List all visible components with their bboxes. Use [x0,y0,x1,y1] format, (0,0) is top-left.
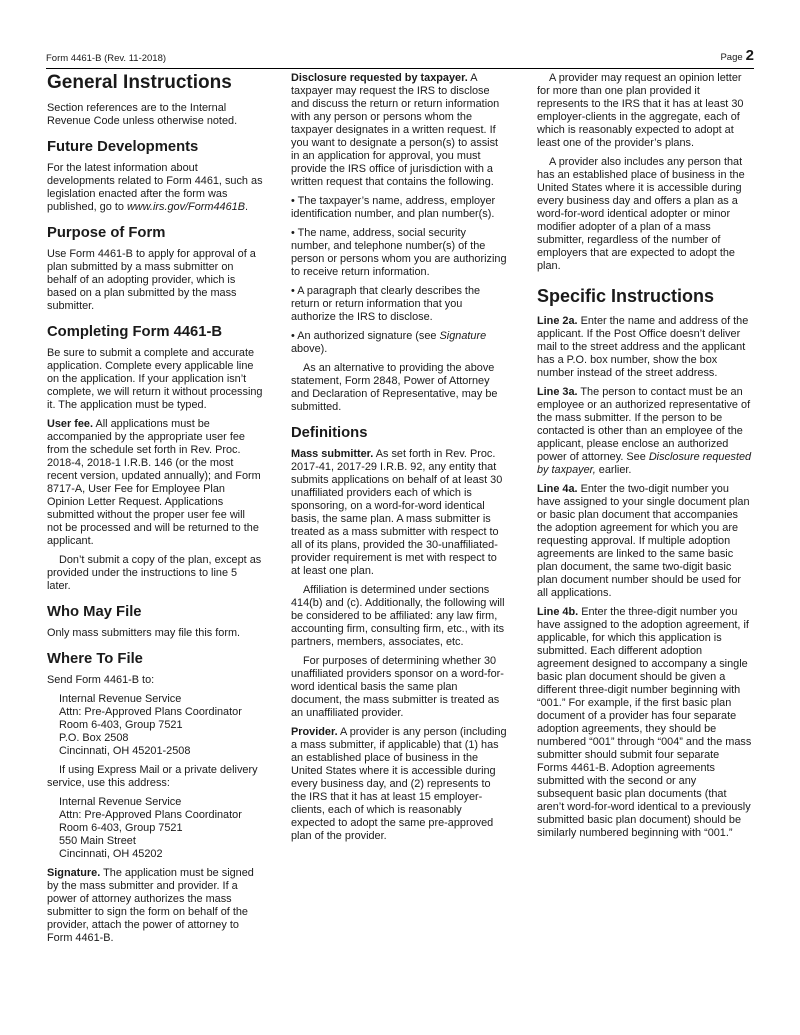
mass-submitter-title: Mass submitter. [291,448,374,460]
column-3 [537,72,753,846]
address-line: Cincinnati, OH 45202 [59,848,163,860]
address-line: Cincinnati, OH 45201-2508 [59,745,191,757]
page-header [46,44,754,69]
paragraph-affiliation: Affiliation is determined under sections 414(b) and (c). Additionally, the following will be considered to be affiliated: any law firm, accounting firm, consulting firm, etc., with its partners, members, associates, etc. [291,584,505,648]
line-4a-text: Enter the two-digit number you have assigned to your single document plan or basic plan document that accompanies the adoption agreement for which you are requesting approval. If multiple adoption agreements are linked to the same basic plan document, the same two-digit basic plan document number should be used for all applications. [537,483,750,599]
address-line: Attn: Pre-Approved Plans Coordinator [59,809,242,821]
bullet-item [291,330,507,356]
heading-definitions: Definitions [291,425,368,441]
paragraph-alternative: As an alternative to providing the above statement, Form 2848, Power of Attorney and Declaration of Representative, may be submitted. [291,362,498,413]
disclosure-text: A taxpayer may request the IRS to disclose and discuss the return or return information with any person or persons whom the taxpayer designates in a written request. If you want to designate a person(s) to assist in an application for approval, you must provide the IRS office of jurisdiction with a written request that contains the following. [291,72,500,188]
bullet4-post: above). [291,343,328,355]
line-3a-title: Line 3a. [537,386,578,398]
line-3a-italic: Disclosure requested by taxpayer, [537,451,752,476]
bullet4-italic: Signature [439,330,487,342]
signature-text: The application must be signed by the mass submitter and provider. If a power of attorney authorizes the mass submitter to sign the form on behalf of the provider, attach the power of attorney to Form 4461-B. [47,867,254,944]
bullet4-pre: • An authorized signature (see [291,330,437,342]
address-line: Internal Revenue Service [59,796,182,808]
paragraph-line-2a [537,315,753,380]
heading-future-developments: Future Developments [47,139,199,155]
line-4a-title: Line 4a. [537,483,578,495]
line-3a-post: earlier. [598,464,632,476]
paragraph-signature [47,867,263,945]
express-address [59,796,263,861]
provider-text: A provider is any person (including a mass submitter, if applicable) that (1) has an established place of business in the United States where it is accessible during every business day, and (2) represents to the IRS that it has at least 15 employer-clients, each of which is reasonably expected to adopt the same pre-approved plan of the provider. [291,726,507,842]
paragraph-purposes: For purposes of determining whether 30 unaffiliated providers sponsor on a word-for-word identical basis the same plan document, the mass submitter is treated as an unaffiliated provider. [291,655,504,719]
paragraph-general: Section references are to the Internal Revenue Code unless otherwise noted. [47,102,238,127]
heading-who-may-file: Who May File [47,604,142,620]
paragraph-provider [291,726,507,843]
heading-purpose-of-form: Purpose of Form [47,225,166,241]
paragraph-disclosure [291,72,507,189]
paragraph-user-fee [47,418,263,548]
bullet-item: • The name, address, social security number, and telephone number(s) of the person or persons whom you are authorizing to receive return information. [291,227,507,278]
line-3a-text: The person to contact must be an employee or an authorized representative of the mass submitter. If the person to be contacted is other than an employee of the applicant, please enclose an authorized power of attorney. See [537,386,751,463]
future-link[interactable]: www.irs.gov/Form4461B [126,201,245,213]
future-text: For the latest information about developments related to Form 4461, such as legislation enacted after the form was published, go to [47,162,263,213]
heading-completing-form: Completing Form 4461-B [47,324,223,340]
bullet-item: • The taxpayer’s name, address, employer identification number, and plan number(s). [291,195,496,220]
page-number-area [720,47,754,64]
paragraph-send: Send Form 4461-B to: [47,674,155,686]
address-line: Room 6-403, Group 7521 [59,822,183,834]
mass-submitter-text: As set forth in Rev. Proc. 2017-41, 2017-29 I.R.B. 92, any entity that submits applications on behalf of at least 30 unaffiliated providers each of which is sponsoring, on a word-for-word identical basis, the same plan. A mass submitter is treated as a mass submitter with respect to all of its plans, provided the 30-unaffiliated-provider requirement is met with respect to at least one plan. [291,448,503,577]
line-4b-text: Enter the three-digit number you have assigned to the adoption agreement, if applicable, for which this application is submitted. Each different adoption agreement designed to accompany a single basic plan document should be given a different three-digit number beginning with “001.” For example, if the first basic plan document of a provider has four separate adoption agreements, they should be numbered “001” through “004” and the mass submitter should submit four separate Forms 4461-B. Adoption agreements submitted with the second or any subsequent basic plan documents (that aren’t word-for-word identical to a previously submitted basic plan document) should be similarly numbered beginning with “001.” [537,606,752,839]
column-1 [47,72,263,951]
paragraph-future: For the latest information about developments related to Form 4461, such as legislation enacted after the form was published, go to www.irs.gov/Form4461B. [47,162,263,213]
address-line: 550 Main Street [59,835,136,847]
line-4b-title: Line 4b. [537,606,579,618]
heading-specific-instructions: Specific Instructions [537,286,715,306]
form-id: Form 4461-B (Rev. 11-2018) [46,53,167,64]
address-line: Attn: Pre-Approved Plans Coordinator [59,706,242,718]
provider-title: Provider. [291,726,338,738]
mailing-address [59,693,263,758]
bullet-item: • A paragraph that clearly describes the return or return information that you authorize the IRS to disclose. [291,285,481,323]
paragraph-line-4b [537,606,753,840]
paragraph-line-3a [537,386,753,477]
user-fee-title: User fee. [47,418,94,430]
signature-title: Signature. [47,867,101,879]
paragraph-dont-submit: Don’t submit a copy of the plan, except as provided under the instructions to line 5 later. [47,554,262,592]
heading-where-to-file: Where To File [47,651,143,667]
paragraph-purpose: Use Form 4461-B to apply for approval of a plan submitted by a mass submitter on behalf of an adopting provider, which is based on a plan submitted by the mass submitter. [47,248,256,312]
line-2a-text: Enter the name and address of the applicant. If the Post Office doesn’t deliver mail to the street address and the applicant has a P.O. box number, show the box number instead of the street address. [537,315,749,379]
page-label: Page [720,52,743,63]
paragraph-express: If using Express Mail or a private delivery service, use this address: [47,764,258,789]
address-line: Room 6-403, Group 7521 [59,719,183,731]
user-fee-text: All applications must be accompanied by the appropriate user fee from the schedule set forth in Rev. Proc. 2018-4, 2018-1 I.R.B. 146 (or the most recent version, updated annually); and Form 8717-A, User Fee for Employee Plan Opinion Letter Request. Applications submitted without the proper user fee will not be processed and will be returned to the applicant. [47,418,261,547]
paragraph-provider-also: A provider also includes any person that has an established place of business in the United States where it is accessible during every business day and offers a plan as a word-for-word identical adopter or minor modifier adopter of a plan of a mass submitter, regardless of the number of employers that are expected to adopt the plan. [537,156,745,272]
paragraph-who: Only mass submitters may file this form. [47,627,241,639]
paragraph-opinion: A provider may request an opinion letter for more than one plan provided it represents to the IRS that it has at least 30 employer-clients in the aggregate, each of which is reasonably expected to adopt at least one of the provider’s plans. [537,72,744,149]
address-line: Internal Revenue Service [59,693,182,705]
disclosure-title: Disclosure requested by taxpayer. [291,72,468,84]
column-2 [291,72,507,849]
paragraph-line-4a [537,483,753,600]
address-line: P.O. Box 2508 [59,732,129,744]
page-number: 2 [745,47,754,64]
paragraph-completing: Be sure to submit a complete and accurate application. Complete every applicable line on the application. If your application isn’t complete, we will return it without processing it. The application must be typed. [47,347,263,411]
paragraph-mass-submitter [291,448,507,578]
heading-general-instructions: General Instructions [47,72,232,93]
line-2a-title: Line 2a. [537,315,578,327]
